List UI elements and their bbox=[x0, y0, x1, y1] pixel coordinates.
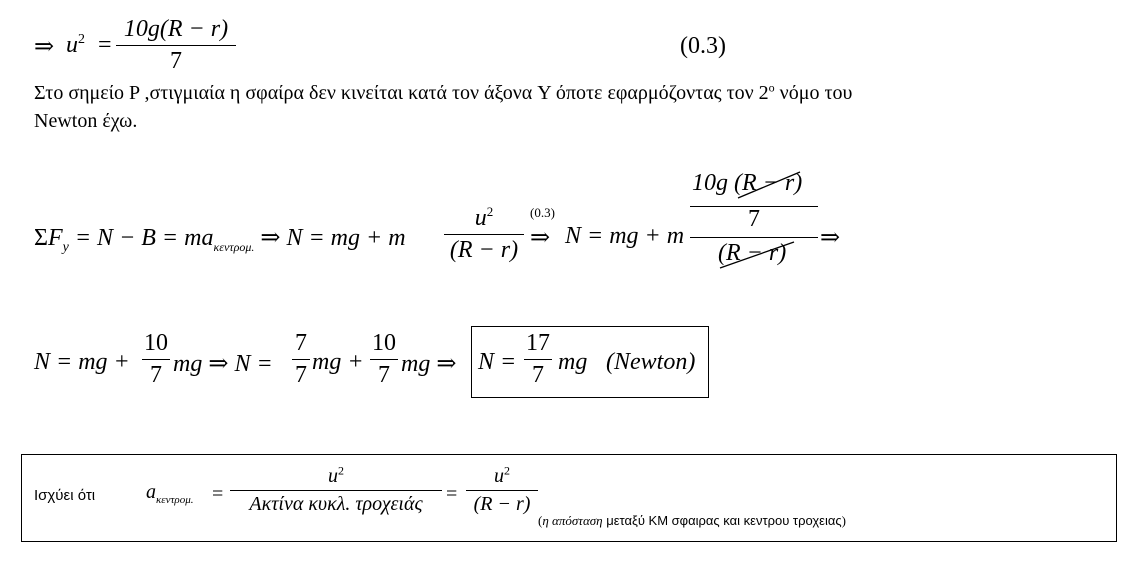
eq2-fraction-u2: $u^2$ (R − r) bbox=[444, 205, 524, 264]
implies-symbol: ⇒ bbox=[34, 34, 55, 60]
result-mg: mg bbox=[558, 349, 588, 375]
eq2-compound-fraction bbox=[690, 168, 820, 278]
equation-tag: (0.3) bbox=[680, 33, 726, 59]
arrow-reference-label: (0.3) bbox=[530, 205, 555, 220]
final-result-box bbox=[471, 326, 709, 398]
note-parenthetical: (η απόσταση μεταξύ ΚΜ σφαιρας και κεντρου τροχειας) bbox=[538, 513, 846, 528]
note-fraction-1: $u^2$ Ακτίνα κυκλ. τροχειάς bbox=[230, 465, 442, 516]
implies-arrow: ⇒ bbox=[530, 225, 551, 251]
eq2-left: $\Sigma F_y = N - B = ma_{\kappa\varepsilon\nu\tau\rho o\mu.}$ ⇒ N = mg + m bbox=[34, 225, 406, 255]
eq3-part-3: mg + bbox=[312, 349, 364, 375]
eq1-equals: = bbox=[98, 32, 112, 58]
eq3-part-4: mg ⇒ bbox=[401, 351, 457, 377]
note-acceleration: $a_{\kappa\varepsilon\nu\tau\rho o\mu.}$ bbox=[146, 481, 194, 506]
compound-denominator bbox=[718, 240, 786, 267]
paragraph-line-2: Newton έχω. bbox=[34, 110, 138, 132]
compound-mid-7: 7 bbox=[748, 206, 760, 232]
result-fraction: 17 7 bbox=[526, 330, 550, 388]
compound-numerator: 10g (R − r) bbox=[692, 170, 803, 196]
paragraph-line-1: Στο σημείο P ,στιγμιαία η σφαίρα δεν κινείται κατά τον άξονα Y όποτε εφαρμόζοντας τον $2^o$ νόμο του bbox=[34, 80, 853, 104]
eq1-lhs: $u^2$ bbox=[66, 32, 85, 58]
note-equals-2: = bbox=[446, 483, 458, 505]
cancelled-term-top: (R − r) bbox=[734, 170, 803, 196]
result-lhs: N = bbox=[478, 349, 517, 375]
eq3-fraction-3: 10 7 bbox=[372, 330, 396, 388]
note-equals-1: = bbox=[212, 483, 224, 505]
result-unit: (Newton) bbox=[606, 349, 696, 375]
eq1-numerator: 10g(R − r) bbox=[123, 16, 229, 42]
compound-main-bar bbox=[690, 237, 818, 238]
note-fraction-2: $u^2$ (R − r) bbox=[466, 465, 538, 516]
note-box bbox=[21, 454, 1117, 542]
note-label: Ισχύει ότι bbox=[34, 487, 96, 504]
eq3-part-1: N = mg + bbox=[34, 349, 130, 375]
cancelled-term-bottom: (R − r) bbox=[718, 240, 786, 267]
eq2-end-arrow: ⇒ bbox=[820, 225, 841, 251]
eq3-fraction-2: 7 7 bbox=[292, 330, 310, 389]
eq1-denominator: 7 bbox=[170, 48, 182, 74]
eq2-middle: N = mg + m bbox=[565, 223, 685, 249]
eq3-fraction-1: 10 7 bbox=[144, 330, 168, 388]
eq3-part-2: mg ⇒ N = bbox=[173, 351, 273, 377]
eq1-fraction bbox=[116, 16, 236, 75]
